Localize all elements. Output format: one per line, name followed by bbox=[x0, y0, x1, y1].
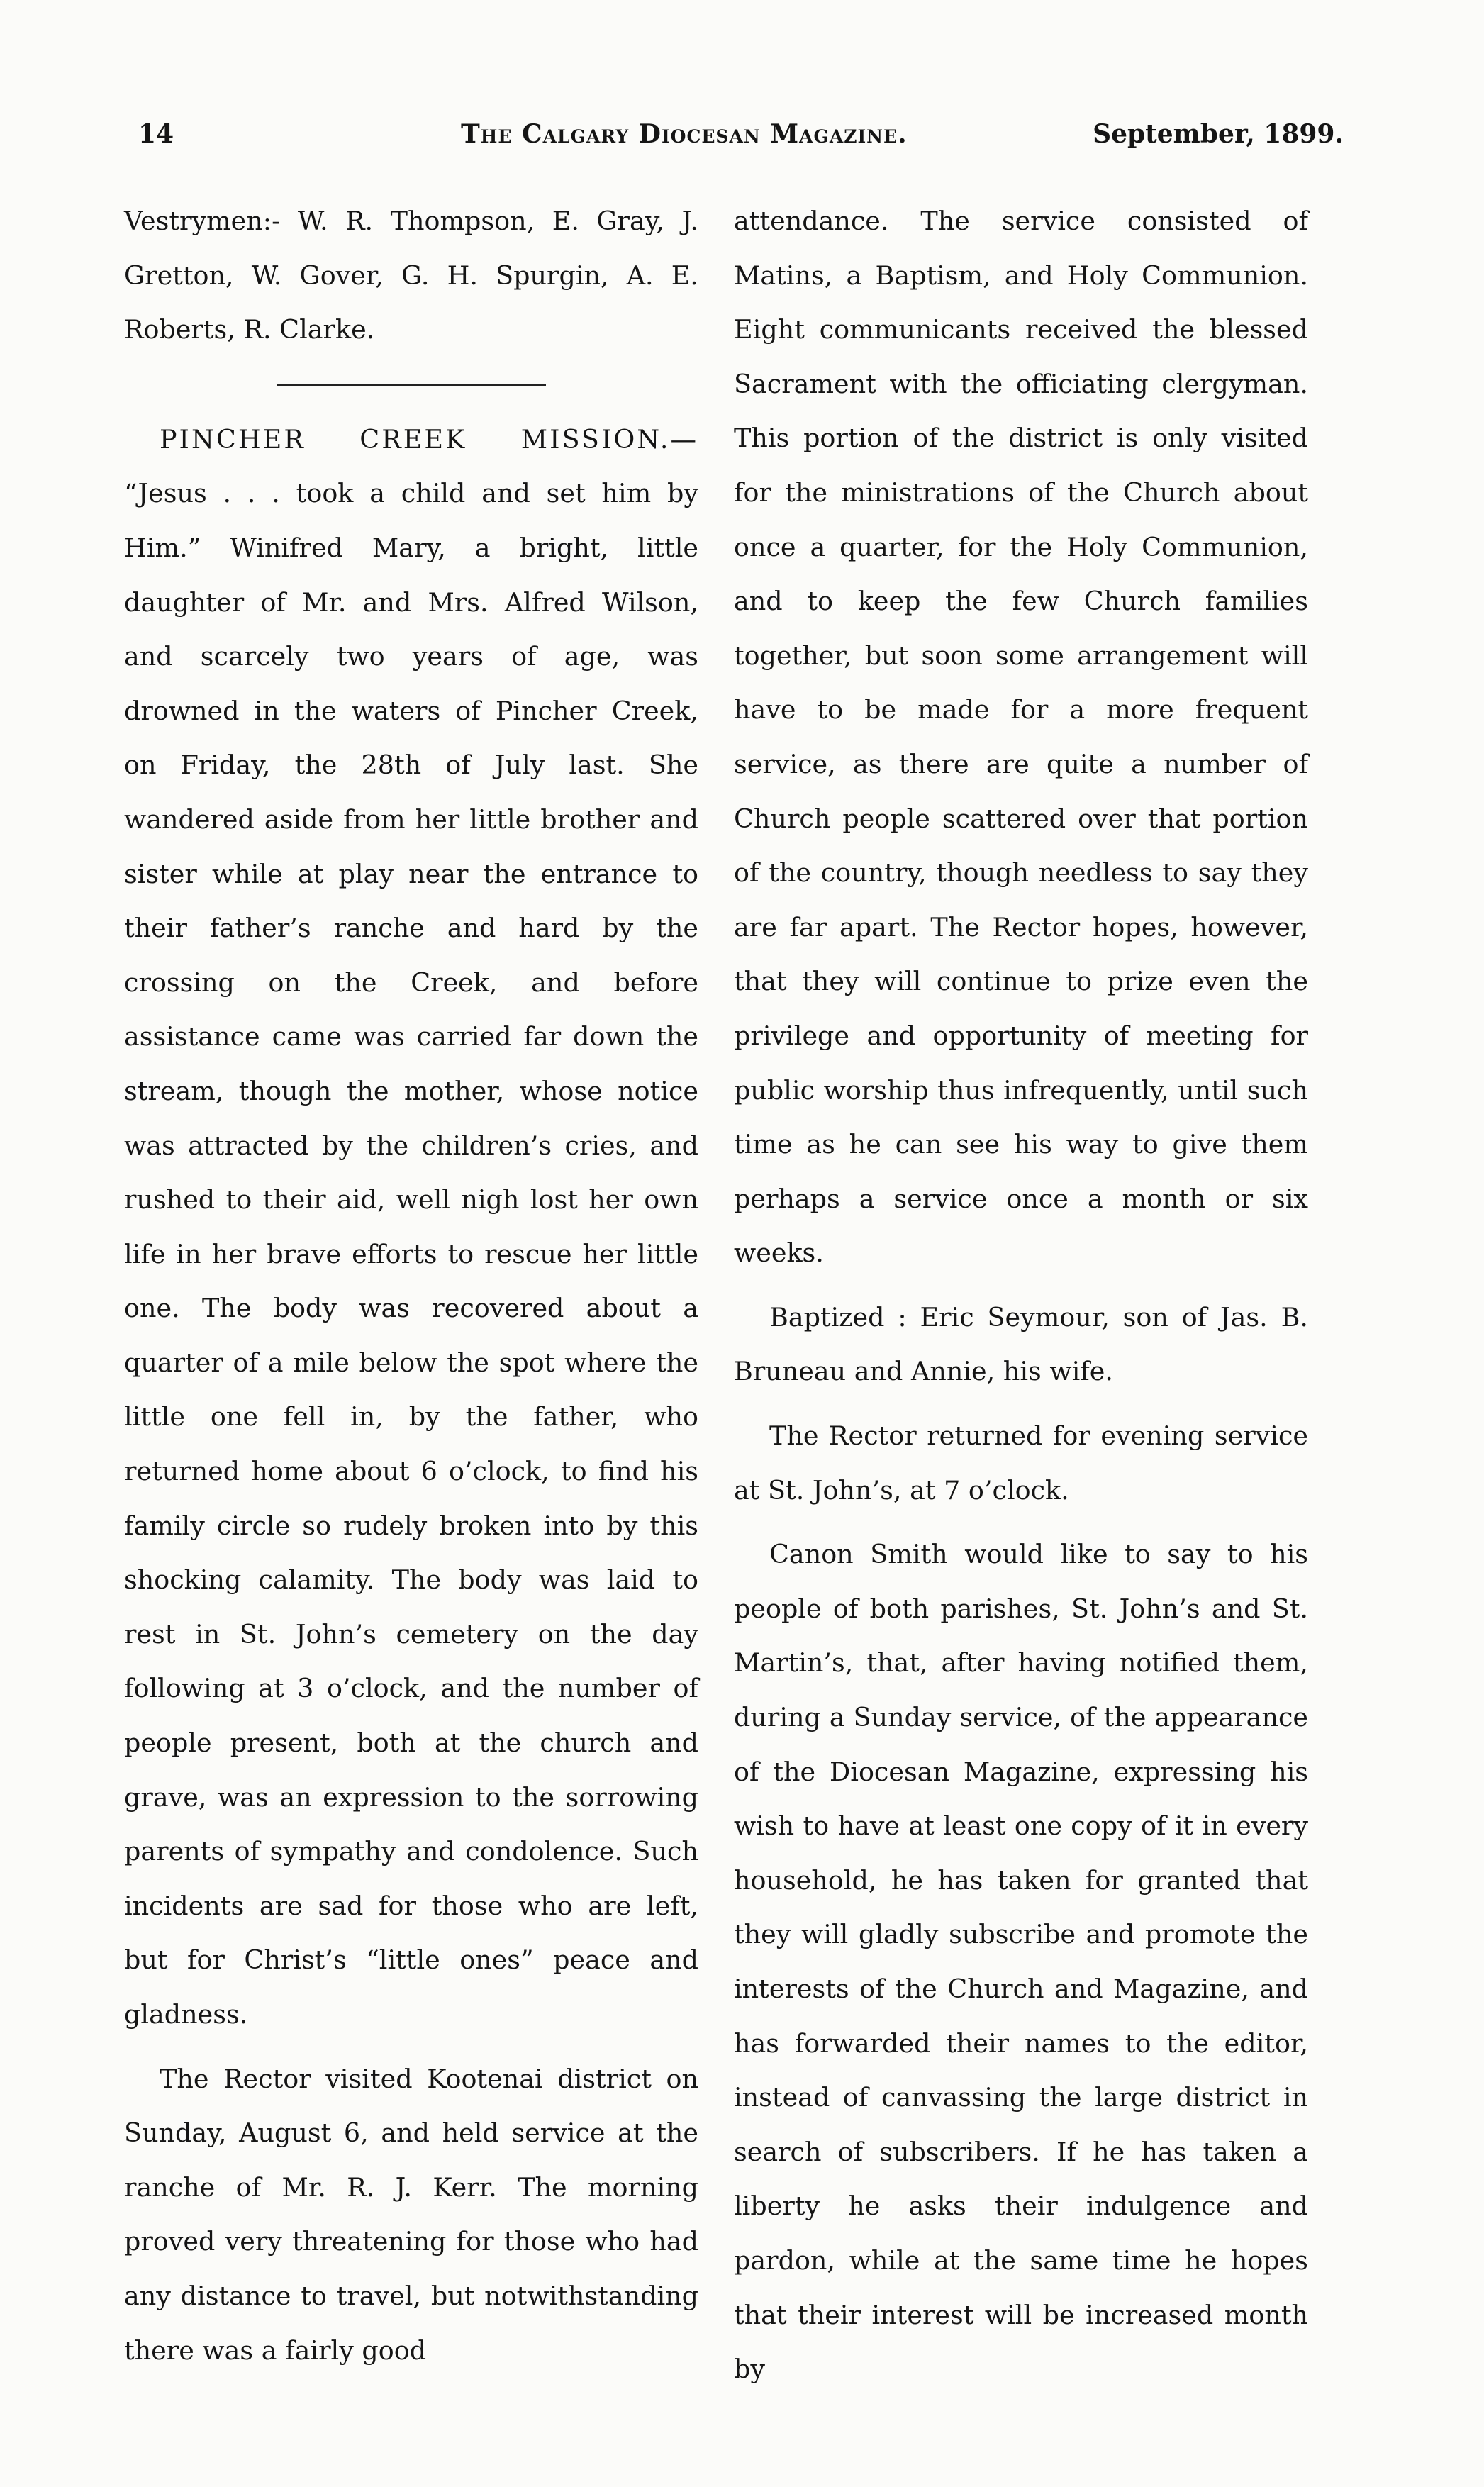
issue-date: September, 1899. bbox=[1093, 119, 1344, 149]
page-header bbox=[138, 119, 1344, 162]
mission-article bbox=[124, 413, 698, 2042]
evening-service-notice: The Rector returned for evening service at St. John’s, at 7 o’clock. bbox=[734, 1420, 1308, 1506]
right-paragraph-1: attendance. The service consisted of Matins, a Baptism, and Holy Communion. Eight communicants received the blessed Sacrament with the officiating clergyman. This portion of the district is only visited for the ministrations of the Church about once a quarter, for the Holy Communion, and to keep the few Church families together, but soon some arrangement will have to be made for a more frequent service, as there are quite a number of Church people scattered over that portion of the country, though needless to say they are far apart. The Rector hopes, however, that they will continue to prize even the privilege and opportunity of meeting for public worship thus infrequently, until such time as he can see his way to give them perhaps a service once a month or six weeks. bbox=[734, 206, 1308, 1269]
page-number: 14 bbox=[138, 119, 174, 149]
vestrymen-list: Vestrymen:- W. R. Thompson, E. Gray, J. Gretton, W. Gover, G. H. Spurgin, A. E. Roberts, R. Clarke. bbox=[124, 206, 698, 345]
mission-paragraph-1: “Jesus . . . took a child and set him by Him.” Winifred Mary, a bright, little daughter of Mr. and Mrs. Alfred Wilson, and scarcely two years of age, was drowned in the waters of Pincher Creek, on Friday, the 28th of July last. She wandered aside from her little brother and sister while at play near the entrance to their father’s ranche and hard by the crossing on the Creek, and before assistance came was carried far down the stream, though the mother, whose notice was attracted by the children’s cries, and rushed to their aid, well nigh lost her own life in her brave efforts to rescue her little one. The body was recovered about a quarter of a mile below the spot where the little one fell in, by the father, who returned home about 6 o’clock, to find his family circle so rudely broken into by this shocking calamity. The body was laid to rest in St. John’s cemetery on the day following at 3 o’clock, and the number of people present, both at the church and grave, was an expression to the sorrowing parents of sympathy and condolence. Such incidents are sad for those who are left, but for Christ’s “little ones” peace and gladness. bbox=[124, 478, 698, 2030]
baptism-notice: Baptized : Eric Seymour, son of Jas. B. Bruneau and Annie, his wife. bbox=[734, 1301, 1308, 1387]
right-column bbox=[734, 194, 1308, 2397]
magazine-title: The Calgary Diocesan Magazine. bbox=[461, 119, 908, 149]
mission-paragraph-2: The Rector visited Kootenai district on Sunday, August 6, and held service at the ranche of Mr. R. J. Kerr. The morning proved very threatening for those who had any distance to travel, but notwithstanding there was a fairly good bbox=[124, 2063, 698, 2366]
section-divider bbox=[277, 384, 546, 386]
left-column bbox=[124, 194, 698, 2378]
mission-heading: PINCHER CREEK MISSION.— bbox=[160, 423, 698, 455]
canon-smith-paragraph: Canon Smith would like to say to his people of both parishes, St. John’s and St. Martin’s, that, after having notified them, during a Sunday service, of the appearance of the Diocesan Magazine, expressing his wish to have at least one copy of it in every household, he has taken for granted that they will gladly subscribe and promote the interests of the Church and Magazine, and has forwarded their names to the editor, instead of canvassing the large district in search of subscribers. If he has taken a liberty he asks their indulgence and pardon, while at the same time he hopes that their interest will be increased month by bbox=[734, 1539, 1308, 2385]
